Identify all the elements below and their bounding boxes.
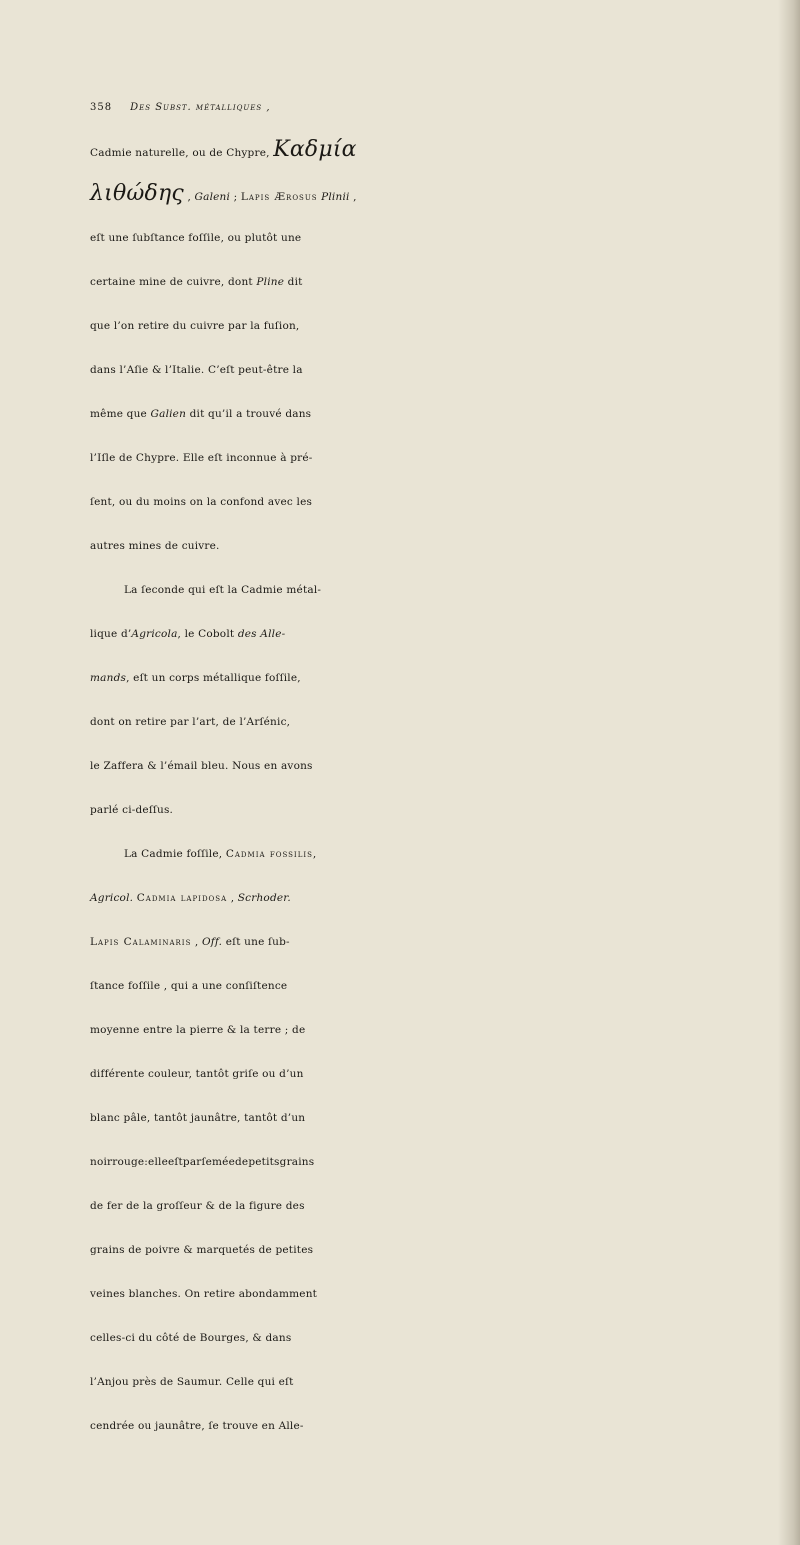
text-span: l’Iſle de Chypre. Elle eſt inconnue à pré- [90, 452, 313, 464]
text-span: , [191, 936, 202, 948]
text-span: le Zaffera & l’émail bleu. Nous en avons [90, 760, 313, 772]
text-span: grains de poivre & marquetés de petites [90, 1244, 314, 1256]
text-span: La ſeconde qui eſt la Cadmie métal- [124, 584, 322, 596]
text-line [90, 920, 790, 964]
author-citation: Agricola [131, 628, 178, 640]
text-span: cendrée ou jaunâtre, ſe trouve en Alle- [90, 1420, 304, 1432]
author-citation: Galeni [194, 191, 231, 203]
text-span: moyenne entre la pierre & la terre ; de [90, 1024, 306, 1036]
text-line [90, 744, 790, 788]
author-citation: Pline [256, 276, 285, 288]
text-line [90, 392, 790, 436]
text-line [90, 876, 790, 920]
text-span: que l’on retire du cuivre par la fuſion, [90, 320, 300, 332]
text-span: , [227, 892, 238, 904]
latin-name: Lapis Ærosus [240, 191, 318, 203]
text-span: ſtance foſſile , qui a une conſiſtence [90, 980, 288, 992]
page-header [90, 88, 790, 128]
text-span: celles-ci du côté de Bourges, & dans [90, 1332, 292, 1344]
text-span: l’Anjou près de Saumur. Celle qui eſt [90, 1376, 294, 1388]
text-span: , [312, 848, 317, 860]
text-line [90, 524, 790, 568]
text-span: ; [230, 191, 241, 203]
author-citation: Off. [202, 936, 223, 948]
text-span: , [183, 191, 195, 203]
italic-phrase: mands [90, 672, 127, 684]
text-span: ſent, ou du moins on la confond avec les [90, 496, 313, 508]
text-span: de fer de la groſſeur & de la figure des [90, 1200, 305, 1212]
text-span: veines blanches. On retire abondamment [90, 1288, 318, 1300]
text-line [90, 1316, 790, 1360]
text-line [90, 1404, 790, 1448]
text-line [90, 1140, 790, 1184]
text-span: parlé ci-deſſus. [90, 804, 174, 816]
text-span: différente couleur, tantôt griſe ou d’un [90, 1068, 304, 1080]
text-span: Cadmie naturelle, ou de Chypre, [90, 147, 274, 159]
text-line [90, 788, 790, 832]
text-span: certaine mine de cuivre, dont [90, 276, 257, 288]
text-line [90, 172, 790, 216]
text-span: blanc pâle, tantôt jaunâtre, tantôt d’un [90, 1112, 306, 1124]
text-span: noirrouge:elleeſtparſeméedepetitsgrains [90, 1156, 315, 1168]
text-span: , le Cobolt [177, 628, 238, 640]
latin-name: Lapis Calaminaris [90, 936, 192, 948]
text-line [90, 612, 790, 656]
page-number: 358 [90, 102, 113, 113]
text-span: lique d’ [90, 628, 132, 640]
text-line [90, 128, 790, 172]
author-citation: Scrhoder. [237, 892, 291, 904]
text-line [90, 304, 790, 348]
text-span: La Cadmie foſſile, [124, 848, 226, 860]
text-line [90, 1096, 790, 1140]
text-line [90, 1184, 790, 1228]
author-citation: Galien [150, 408, 187, 420]
text-line [90, 436, 790, 480]
text-line [90, 1360, 790, 1404]
text-line [90, 568, 790, 612]
text-line [90, 964, 790, 1008]
latin-name: Cadmia lapidosa [136, 892, 228, 904]
text-line [90, 1052, 790, 1096]
text-span: dit [284, 276, 303, 288]
greek-term: λιθώδης [90, 181, 184, 206]
text-span: eſt une ſubſtance foſſile, ou plutôt une [90, 232, 302, 244]
italic-phrase: des Alle- [237, 628, 286, 640]
running-head: Des Subst. métalliques , [130, 102, 271, 113]
text-line [90, 1008, 790, 1052]
text-span: , eſt un corps métallique foſſile, [126, 672, 301, 684]
author-citation: Plinii [321, 191, 350, 203]
text-line [90, 832, 790, 876]
greek-term: Καδμία [273, 137, 357, 162]
text-line [90, 1272, 790, 1316]
text-line [90, 1228, 790, 1272]
author-citation: Agricol. [90, 892, 134, 904]
text-span: dans l’Aſie & l’Italie. C’eſt peut-être la [90, 364, 303, 376]
text-line [90, 656, 790, 700]
text-line [90, 480, 790, 524]
text-span: dit qu’il a trouvé dans [186, 408, 312, 420]
text-line [90, 348, 790, 392]
text-line [90, 700, 790, 744]
text-span: autres mines de cuivre. [90, 540, 220, 552]
text-span: même que [90, 408, 151, 420]
latin-name: Cadmia fossilis [225, 848, 313, 860]
text-line [90, 260, 790, 304]
text-span: , [349, 191, 357, 203]
book-page [90, 88, 790, 1448]
text-span: eſt une ſub- [222, 936, 290, 948]
text-span: dont on retire par l’art, de l’Arſénic, [90, 716, 291, 728]
text-line [90, 216, 790, 260]
